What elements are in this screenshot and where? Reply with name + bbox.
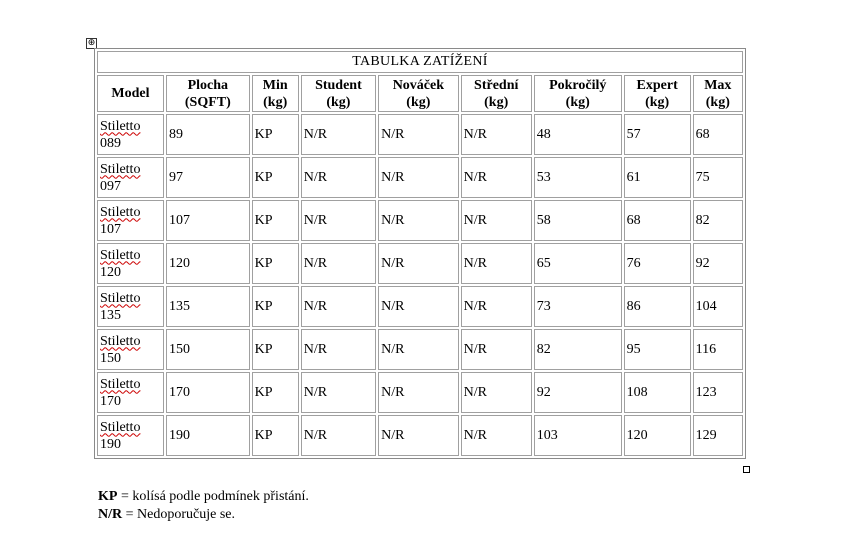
- table-cell: 73: [534, 286, 622, 327]
- load-table: [94, 48, 746, 459]
- column-header-line: (kg): [565, 94, 590, 110]
- column-header: [97, 75, 164, 112]
- column-header-line: (kg): [406, 94, 431, 110]
- table-cell: KP: [252, 243, 299, 284]
- column-header-line: Pokročilý: [549, 77, 607, 93]
- model-name: Stiletto: [100, 161, 141, 177]
- table-cell: 120: [166, 243, 250, 284]
- table-cell: N/R: [461, 157, 532, 198]
- table-cell: 92: [693, 243, 743, 284]
- table-cell: N/R: [461, 372, 532, 413]
- table-row: [97, 415, 743, 456]
- model-number: 107: [100, 221, 121, 237]
- table-cell: N/R: [378, 157, 459, 198]
- table-row: [97, 329, 743, 370]
- model-name: Stiletto: [100, 247, 141, 263]
- table-row: [97, 114, 743, 155]
- table-cell: 68: [624, 200, 691, 241]
- column-header-line: (kg): [645, 94, 670, 110]
- column-header-line: Model: [111, 86, 150, 101]
- table-cell: N/R: [461, 329, 532, 370]
- column-header: [461, 75, 532, 112]
- table-cell: 89: [166, 114, 250, 155]
- column-header-line: Expert: [636, 77, 678, 93]
- table-cell: N/R: [301, 114, 376, 155]
- table-cell: N/R: [378, 286, 459, 327]
- column-header-line: (kg): [326, 94, 351, 110]
- model-cell: [97, 329, 164, 370]
- model-cell: [97, 372, 164, 413]
- table-cell: 92: [534, 372, 622, 413]
- table-cell: N/R: [301, 372, 376, 413]
- column-header: [252, 75, 299, 112]
- table-cell: 95: [624, 329, 691, 370]
- table-title-row: [97, 51, 743, 73]
- legend-term: KP: [98, 489, 118, 504]
- table-cell: KP: [252, 372, 299, 413]
- column-header-line: Student: [315, 77, 362, 93]
- column-header-line: (SQFT): [184, 94, 231, 110]
- model-cell: [97, 286, 164, 327]
- table-cell: 116: [693, 329, 743, 370]
- table-cell: 68: [693, 114, 743, 155]
- table-cell: 82: [693, 200, 743, 241]
- table-cell: N/R: [378, 415, 459, 456]
- table-cell: KP: [252, 286, 299, 327]
- table-cell: N/R: [301, 329, 376, 370]
- table-cell: 123: [693, 372, 743, 413]
- table-cell: 190: [166, 415, 250, 456]
- model-name: Stiletto: [100, 118, 141, 134]
- model-cell: [97, 200, 164, 241]
- column-header: [301, 75, 376, 112]
- table-cell: N/R: [301, 243, 376, 284]
- table-cell: N/R: [461, 200, 532, 241]
- legend-definition: = kolísá podle podmínek přistání.: [117, 489, 309, 504]
- table-cell: 75: [693, 157, 743, 198]
- column-header-line: (kg): [705, 94, 730, 110]
- legend-definition: = Nedoporučuje se.: [122, 507, 235, 522]
- column-header: [693, 75, 743, 112]
- table-cell: 104: [693, 286, 743, 327]
- model-number: 190: [100, 436, 121, 452]
- table-cell: N/R: [301, 415, 376, 456]
- model-number: 170: [100, 393, 121, 409]
- table-cell: N/R: [461, 286, 532, 327]
- table-resize-handle[interactable]: [743, 466, 750, 473]
- legend-term: N/R: [98, 507, 123, 522]
- model-cell: [97, 415, 164, 456]
- table-move-icon[interactable]: ⊕: [87, 38, 96, 48]
- table-cell: KP: [252, 114, 299, 155]
- table-cell: 76: [624, 243, 691, 284]
- table-row: [97, 200, 743, 241]
- column-header: [534, 75, 622, 112]
- table-cell: N/R: [378, 114, 459, 155]
- model-name: Stiletto: [100, 290, 141, 306]
- table-cell: N/R: [461, 243, 532, 284]
- model-name: Stiletto: [100, 204, 141, 220]
- column-header-line: Střední: [474, 77, 519, 93]
- table-cell: 150: [166, 329, 250, 370]
- table-cell: N/R: [301, 157, 376, 198]
- table-cell: 57: [624, 114, 691, 155]
- table-cell: N/R: [461, 415, 532, 456]
- table-cell: N/R: [461, 114, 532, 155]
- table-title: TABULKA ZATÍŽENÍ: [97, 51, 743, 73]
- column-header: [378, 75, 459, 112]
- table-cell: N/R: [378, 372, 459, 413]
- model-cell: [97, 157, 164, 198]
- table-cell: 58: [534, 200, 622, 241]
- table-cell: 103: [534, 415, 622, 456]
- column-header-line: Nováček: [392, 77, 445, 93]
- table-cell: 82: [534, 329, 622, 370]
- table-cell: KP: [252, 415, 299, 456]
- table-body: [97, 114, 743, 456]
- column-header-line: Plocha: [187, 77, 229, 93]
- table-row: [97, 243, 743, 284]
- table-cell: N/R: [378, 329, 459, 370]
- table-cell: 135: [166, 286, 250, 327]
- table-row: [97, 286, 743, 327]
- table-cell: 65: [534, 243, 622, 284]
- table-header-row: [97, 75, 743, 112]
- column-header: [166, 75, 250, 112]
- table-row: [97, 157, 743, 198]
- model-number: 150: [100, 350, 121, 366]
- table-cell: 61: [624, 157, 691, 198]
- table-cell: N/R: [378, 200, 459, 241]
- table-cell: N/R: [301, 286, 376, 327]
- model-cell: [97, 243, 164, 284]
- model-number: 120: [100, 264, 121, 280]
- table-cell: 108: [624, 372, 691, 413]
- table-cell: 107: [166, 200, 250, 241]
- table-cell: KP: [252, 200, 299, 241]
- table-cell: 129: [693, 415, 743, 456]
- table-cell: KP: [252, 329, 299, 370]
- table-cell: KP: [252, 157, 299, 198]
- column-header-line: Min: [262, 77, 288, 93]
- column-header: [624, 75, 691, 112]
- legend-item-nr: [98, 506, 235, 523]
- table-cell: N/R: [378, 243, 459, 284]
- model-name: Stiletto: [100, 333, 141, 349]
- model-cell: [97, 114, 164, 155]
- model-name: Stiletto: [100, 419, 141, 435]
- table-cell: 86: [624, 286, 691, 327]
- table-cell: 120: [624, 415, 691, 456]
- legend-item-kp: [98, 488, 309, 505]
- model-number: 135: [100, 307, 121, 323]
- table-cell: 53: [534, 157, 622, 198]
- table-cell: 48: [534, 114, 622, 155]
- table-cell: N/R: [301, 200, 376, 241]
- model-number: 089: [100, 135, 121, 151]
- model-name: Stiletto: [100, 376, 141, 392]
- column-header-line: Max: [704, 77, 732, 93]
- column-header-line: (kg): [484, 94, 509, 110]
- table-cell: 170: [166, 372, 250, 413]
- table-cell: 97: [166, 157, 250, 198]
- table-row: [97, 372, 743, 413]
- model-number: 097: [100, 178, 121, 194]
- column-header-line: (kg): [263, 94, 288, 110]
